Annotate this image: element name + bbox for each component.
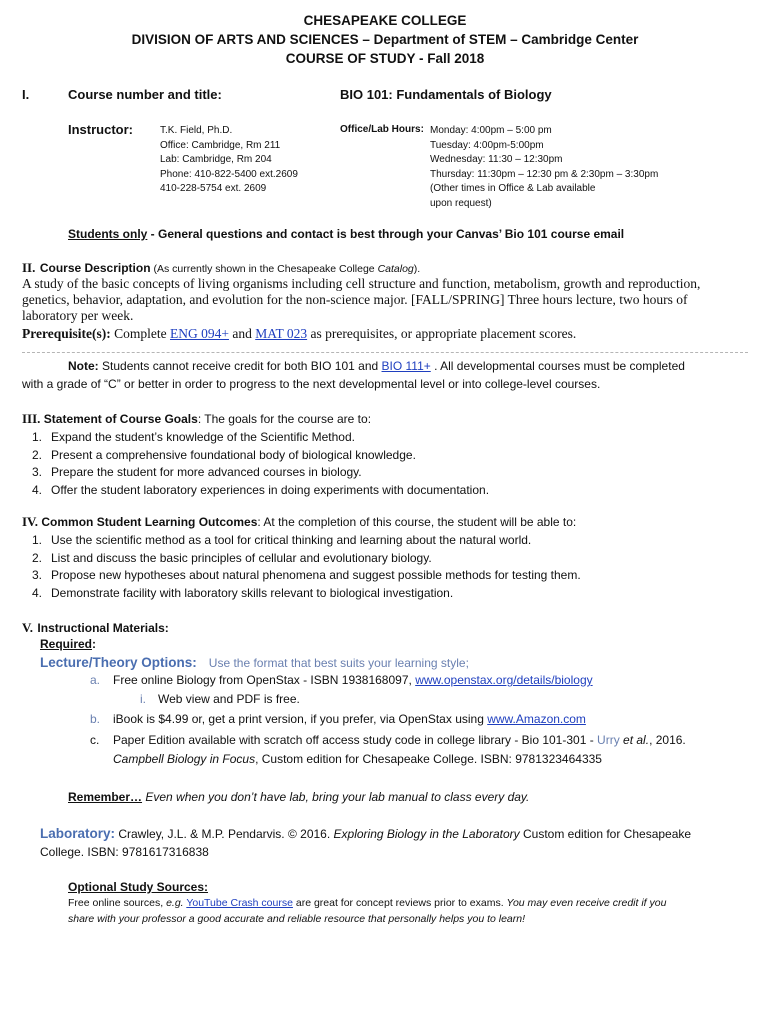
course-goals-intro: : The goals for the course are to: xyxy=(197,412,372,426)
catalog-note-post: ). xyxy=(413,263,421,275)
college-name: CHESAPEAKE COLLEGE xyxy=(303,13,467,28)
course-goals-title: Statement of Course Goals xyxy=(43,412,198,426)
learning-outcomes-heading xyxy=(22,514,576,530)
prereq-post: as prerequisites, or appropriate placement scores. xyxy=(307,326,577,341)
instructor-line: Lab: Cambridge, Rm 204 xyxy=(160,154,272,165)
list-item xyxy=(22,429,489,447)
list-text: Offer the student laboratory experiences in doing experiments with documentation. xyxy=(51,482,490,497)
course-description-title: Course Description xyxy=(39,261,151,275)
list-number: 1. xyxy=(31,533,42,547)
course-label: Course number and title: xyxy=(68,87,222,102)
list-text: Expand the student’s knowledge of the Scientific Method. xyxy=(51,430,355,444)
eng-094-link[interactable]: ENG 094+ xyxy=(169,326,229,341)
course-description-text xyxy=(22,276,700,324)
list-number: 1. xyxy=(31,430,42,444)
instructional-materials-heading xyxy=(22,619,169,637)
remember-text: Even when you don’t have lab, bring your lab manual to class every day. xyxy=(142,790,530,804)
section-1-numeral: I. xyxy=(22,87,30,102)
prereq-label: Prerequisite(s): xyxy=(22,326,111,341)
hours-line: (Other times in Office & Lab available xyxy=(430,183,596,194)
hours-details xyxy=(430,124,658,211)
list-number: 2. xyxy=(31,447,42,462)
instructor-line: 410-228-5754 ext. 2609 xyxy=(160,183,267,194)
list-number: 3. xyxy=(31,465,42,479)
list-text: Use the scientific method as a tool for critical thinking and learning about the natural world. xyxy=(51,533,532,547)
optional-text: Free online sources, xyxy=(68,897,167,909)
note-label: Note: xyxy=(68,359,99,373)
prereq-and: and xyxy=(228,326,256,341)
learning-outcomes-intro: : At the completion of this course, the student will be able to: xyxy=(257,515,577,529)
instructor-line: Office: Cambridge, Rm 211 xyxy=(160,139,281,151)
option-b xyxy=(90,712,586,726)
prerequisites xyxy=(22,326,576,342)
option-c-line-2 xyxy=(113,752,602,766)
list-text: Demonstrate facility with laboratory skills relevant to biological investigation. xyxy=(51,585,454,600)
option-a-i-text: Web view and PDF is free. xyxy=(158,692,300,706)
option-a-i-marker: i. xyxy=(140,692,146,706)
remember-note xyxy=(68,790,529,804)
list-item xyxy=(22,585,581,603)
section-5-numeral: V. xyxy=(22,620,33,635)
hours-line: Monday: 4:00pm – 5:00 pm xyxy=(430,125,552,136)
list-item xyxy=(22,567,581,585)
section-4-numeral: IV. xyxy=(22,514,39,529)
campbell-title: Campbell Biology in Focus xyxy=(113,752,256,766)
instructional-materials-title: Instructional Materials: xyxy=(37,621,169,635)
required-colon: : xyxy=(92,637,97,651)
urry-text: Urry xyxy=(597,733,620,747)
list-text: Propose new hypotheses about natural phenomena and suggest possible methods for testing them. xyxy=(51,568,581,582)
option-c xyxy=(90,733,686,747)
laboratory-text-2: Custom edition for Chesapeake xyxy=(519,827,692,841)
laboratory-text: Crawley, J.L. & M.P. Pendarvis. © 2016. xyxy=(115,827,334,841)
list-item xyxy=(22,464,489,482)
option-c-year: , 2016. xyxy=(649,733,686,747)
hours-line: Tuesday: 4:00pm-5:00pm xyxy=(430,139,544,151)
option-a-i xyxy=(140,692,300,706)
et-al-text: et al. xyxy=(619,733,650,747)
list-item xyxy=(22,447,489,465)
option-a xyxy=(90,673,593,687)
list-number: 3. xyxy=(31,568,42,582)
optional-italic: You may even receive credit if you xyxy=(506,897,667,909)
hours-line: Thursday: 11:30pm – 12:30 pm & 2:30pm – 3:30pm xyxy=(430,168,659,180)
required-text: Required xyxy=(40,637,93,651)
hours-label: Office/Lab Hours: xyxy=(340,124,424,135)
students-only-label: Students only xyxy=(68,227,148,241)
catalog-note-catalog: Catalog xyxy=(377,263,414,275)
lecture-label: Lecture/Theory Options: xyxy=(40,655,197,670)
openstax-link[interactable]: www.openstax.org/details/biology xyxy=(415,673,593,687)
option-b-marker: b. xyxy=(90,712,101,726)
optional-eg: e.g. xyxy=(166,897,184,909)
option-c-text: Paper Edition available with scratch off access study code in college library - Bio 101-301 - xyxy=(113,733,598,747)
instructor-line: Phone: 410-822-5400 ext.2609 xyxy=(160,168,298,180)
document-title: COURSE OF STUDY - Fall 2018 xyxy=(285,51,485,66)
youtube-crash-course-link[interactable]: YouTube Crash course xyxy=(186,897,293,909)
list-item xyxy=(22,550,581,568)
laboratory-line-2: College. ISBN: 9781617316838 xyxy=(40,845,209,859)
list-text: Prepare the student for more advanced courses in biology. xyxy=(51,465,362,479)
section-3-numeral: III. xyxy=(22,411,41,426)
section-2-numeral: II. xyxy=(22,260,36,275)
credit-note xyxy=(68,359,685,373)
option-a-marker: a. xyxy=(90,673,101,687)
course-value: BIO 101: Fundamentals of Biology xyxy=(340,87,552,102)
description-line: A study of the basic concepts of living organisms including cell structure and function, metabolism, growth and reproduction, xyxy=(22,276,701,291)
description-line: genetics, behavior, adaptation, and evolution for the non-science major. [FALL/SPRING] Three hours lecture, two hours of xyxy=(22,292,688,307)
optional-sources-line-2: share with your professor a good accurate and reliable resource that personally helps you to learn! xyxy=(68,913,526,925)
instructor-details xyxy=(160,124,298,197)
option-c-marker: c. xyxy=(90,733,100,747)
lecture-note: Use the format that best suits your learning style; xyxy=(208,656,469,670)
remember-label: Remember… xyxy=(68,790,143,804)
optional-sources-label: Optional Study Sources: xyxy=(68,880,209,894)
optional-sources-line-1 xyxy=(68,897,666,909)
required-label xyxy=(40,637,96,651)
catalog-note-pre: (As currently shown in the Chesapeake College xyxy=(150,263,378,275)
hours-line: Wednesday: 11:30 – 12:30pm xyxy=(430,154,563,165)
laboratory-line-1 xyxy=(40,826,691,841)
course-goals-list xyxy=(22,429,489,499)
list-text: Present a comprehensive foundational body of biological knowledge. xyxy=(51,447,416,462)
students-only-text: - General questions and contact is best through your Canvas’ Bio 101 course email xyxy=(147,227,625,241)
list-text: List and discuss the basic principles of cellular and evolutionary biology. xyxy=(51,550,432,565)
option-b-text: iBook is $4.99 or, get a print version, if you prefer, via OpenStax using xyxy=(113,712,488,726)
list-item xyxy=(22,532,581,550)
hours-line: upon request) xyxy=(430,197,492,209)
list-number: 4. xyxy=(31,482,42,497)
catalog-note xyxy=(151,263,421,275)
note-text-2: . All developmental courses must be completed xyxy=(430,359,685,373)
description-line: laboratory per week. xyxy=(22,308,134,323)
list-number: 4. xyxy=(31,585,42,600)
division-title: DIVISION OF ARTS AND SCIENCES – Department of STEM – Cambridge Center xyxy=(131,32,639,47)
credit-note-line-2: with a grade of “C” or better in order to progress to the next developmental level or into college-level courses. xyxy=(22,377,601,391)
prereq-pre: Complete xyxy=(110,326,170,341)
learning-outcomes-title: Common Student Learning Outcomes xyxy=(41,515,258,529)
laboratory-label: Laboratory: xyxy=(40,826,116,841)
list-number: 2. xyxy=(31,550,42,565)
laboratory-title: Exploring Biology in the Laboratory xyxy=(333,827,520,841)
campbell-details: , Custom edition for Chesapeake College. ISBN: 9781323464335 xyxy=(255,752,602,766)
amazon-link[interactable]: www.Amazon.com xyxy=(487,712,586,726)
students-only-notice xyxy=(68,227,624,241)
list-item xyxy=(22,482,489,500)
course-goals-heading xyxy=(22,411,371,427)
mat-023-link[interactable]: MAT 023 xyxy=(255,326,308,341)
instructor-label: Instructor: xyxy=(68,122,133,137)
optional-text-2: are great for concept reviews prior to exams. xyxy=(292,897,507,909)
note-text: Students cannot receive credit for both BIO 101 and xyxy=(98,359,382,373)
divider xyxy=(22,352,748,353)
option-a-text: Free online Biology from OpenStax - ISBN 1938168097, xyxy=(113,673,416,687)
course-description-heading xyxy=(22,259,420,277)
bio-111-link[interactable]: BIO 111+ xyxy=(381,359,431,373)
learning-outcomes-list xyxy=(22,532,581,602)
lecture-options xyxy=(40,654,469,672)
instructor-line: T.K. Field, Ph.D. xyxy=(160,125,233,136)
